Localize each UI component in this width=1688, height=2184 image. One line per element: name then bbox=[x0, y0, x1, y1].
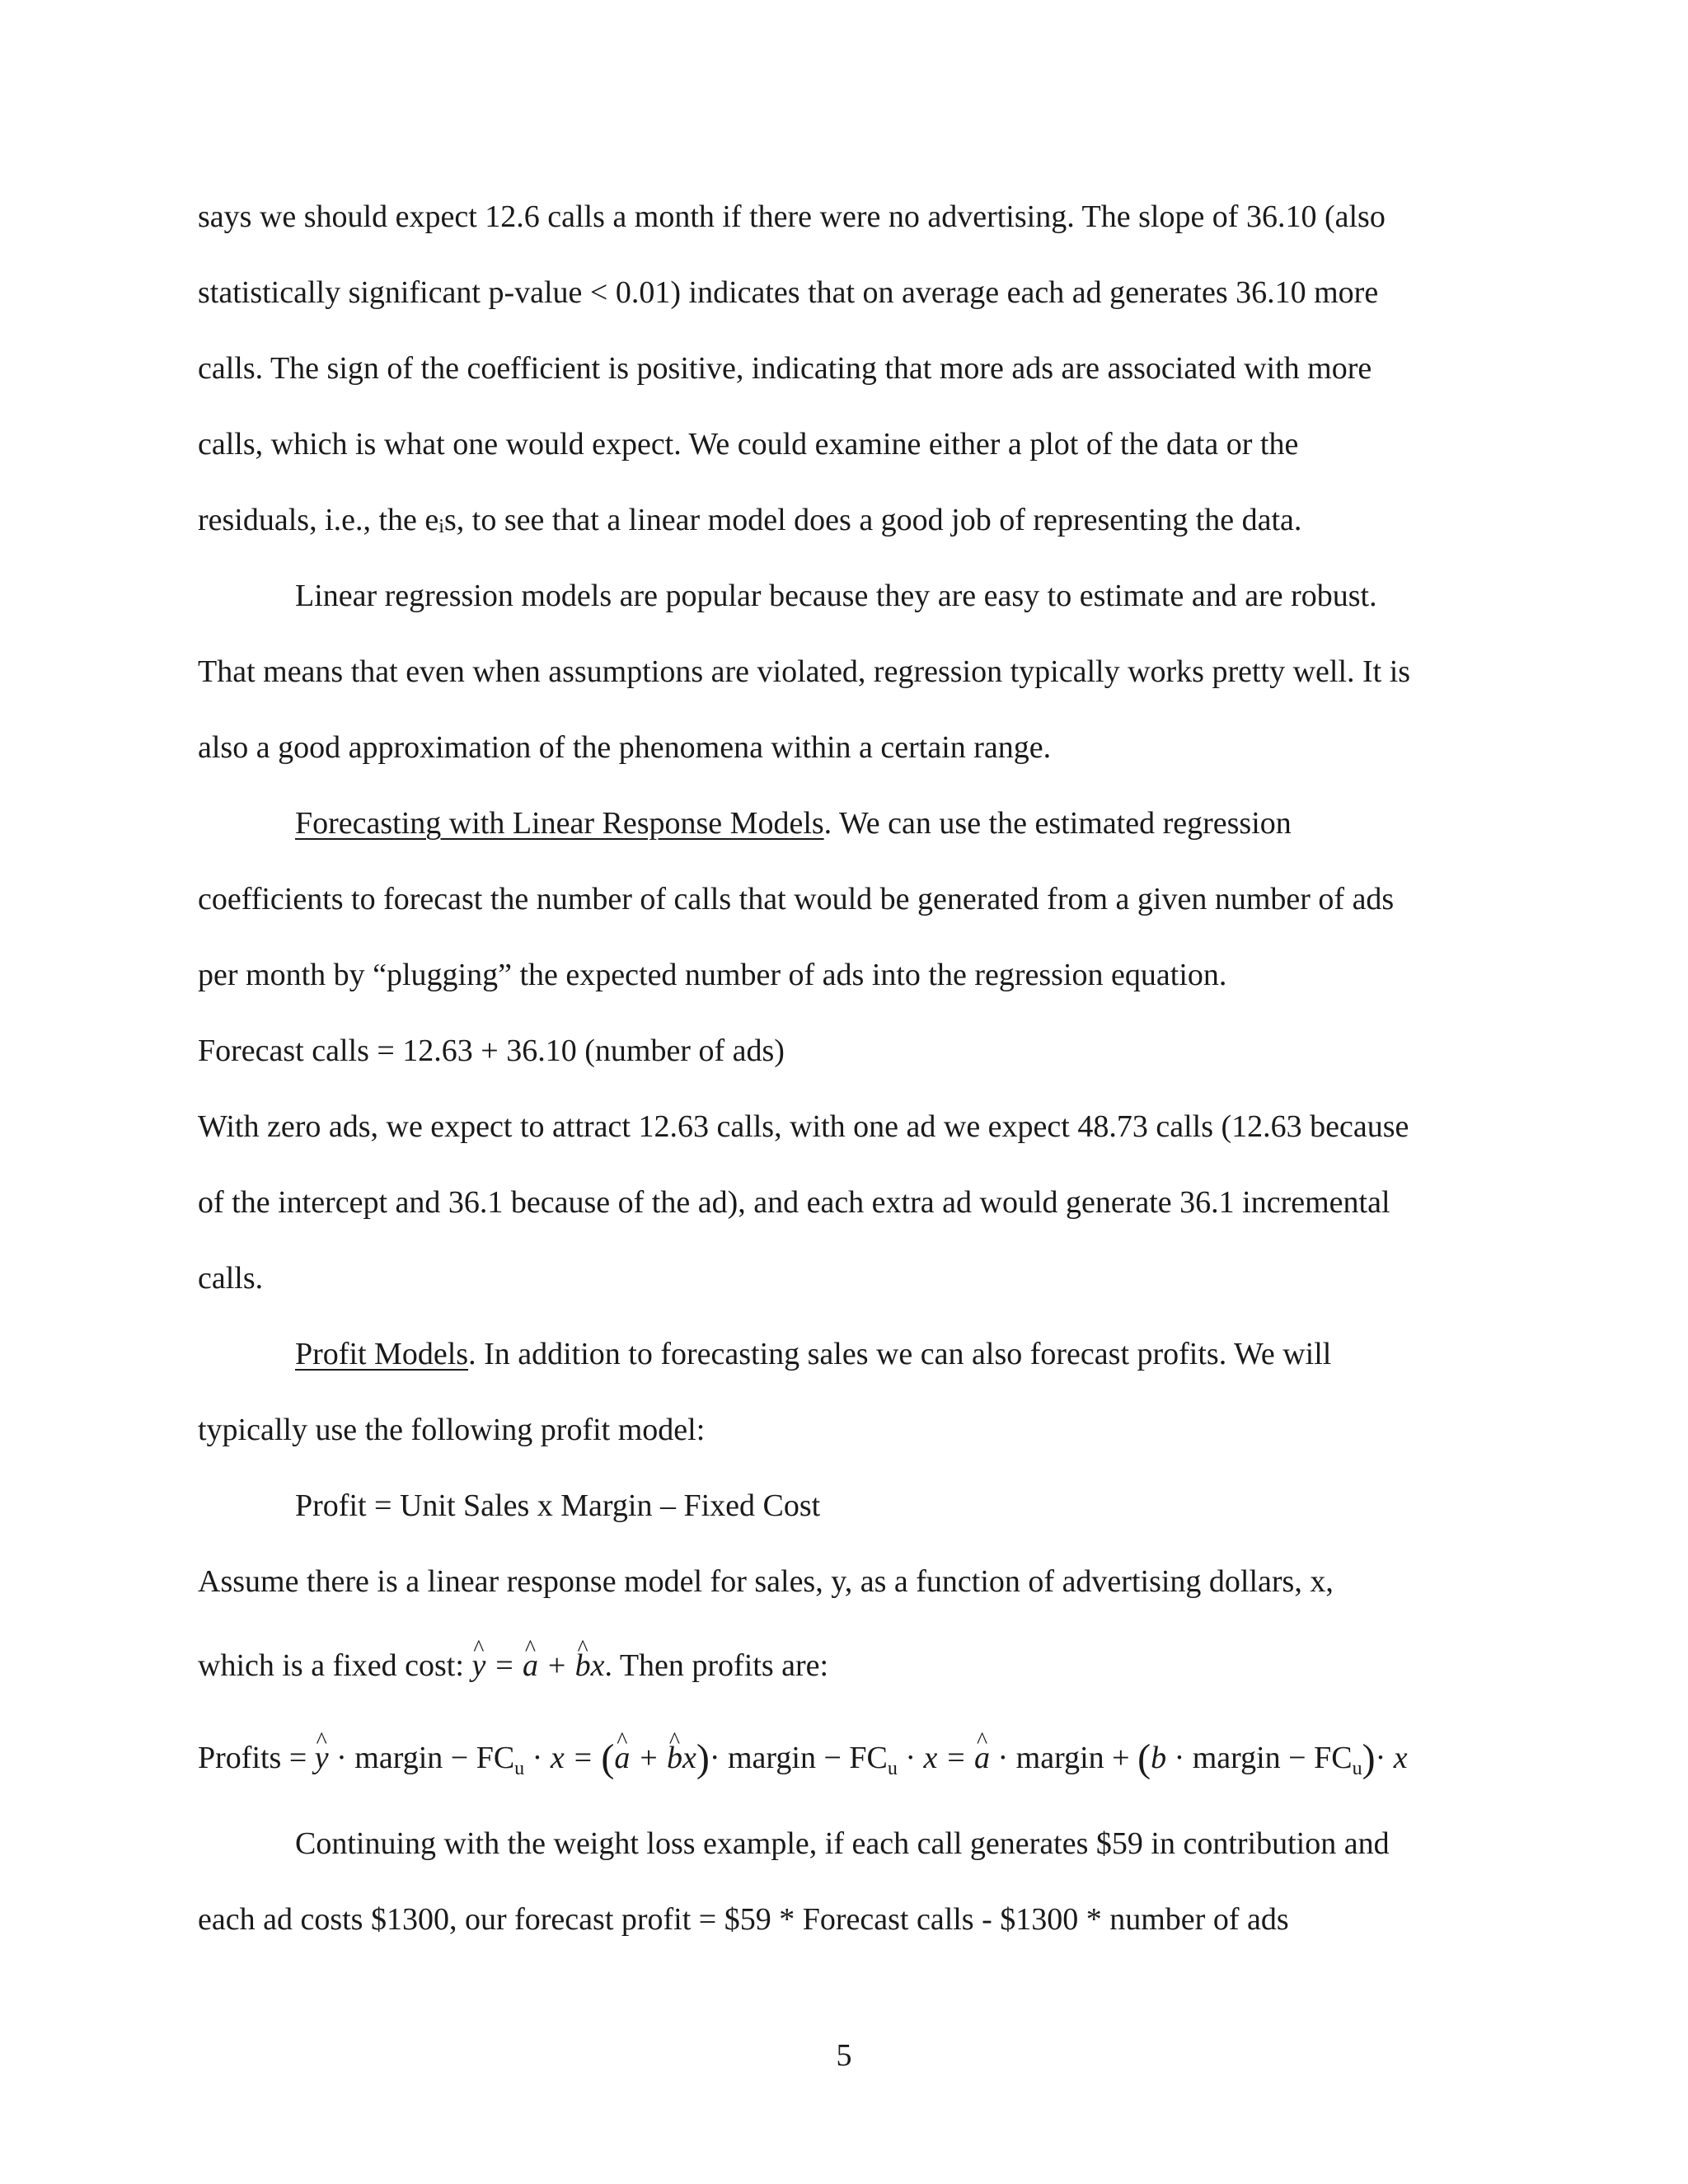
text-line bbox=[295, 1335, 1331, 1373]
text-line bbox=[198, 501, 1301, 546]
section-heading-profit-models: Profit Models bbox=[295, 1337, 469, 1371]
text-line: Assume there is a linear response model for sales, y, as a function of advertising dollars, x, bbox=[198, 1564, 1334, 1599]
regression-formula: ^ y = ^ a + ^ bx bbox=[471, 1648, 604, 1683]
profits-equation-line bbox=[198, 1736, 1408, 1788]
text-line bbox=[198, 1647, 828, 1685]
text-line: per month by “plugging” the expected number of ads into the regression equation. bbox=[198, 958, 1227, 992]
profits-formula: ^ y · margin − $FC_u \cdot x$ = (^ a + ^ bx)· margin − $FC_u \cdot x$ = ^ a · margin + (b · margin − $FC_u)\cdot x$ bbox=[315, 1741, 1408, 1775]
text-span: . We can use the estimated regression bbox=[823, 806, 1292, 841]
section-heading-forecasting: Forecasting with Linear Response Models bbox=[295, 806, 824, 841]
text-line: calls. bbox=[198, 1261, 264, 1296]
text-line: typically use the following profit model: bbox=[198, 1413, 706, 1447]
page-number: 5 bbox=[836, 2038, 852, 2073]
text-span: which is a fixed cost: bbox=[198, 1648, 472, 1683]
text-line: calls, which is what one would expect. We could examine either a plot of the data or the bbox=[198, 427, 1299, 462]
text-line: Continuing with the weight loss example, if each call generates $59 in contribution and bbox=[295, 1826, 1390, 1861]
text-line: also a good approximation of the phenomena within a certain range. bbox=[198, 730, 1052, 765]
subscript-i: i bbox=[438, 516, 444, 537]
profits-label: Profits = bbox=[198, 1741, 315, 1775]
text-line: each ad costs $1300, our forecast profit = $59 * Forecast calls - $1300 * number of ads bbox=[198, 1902, 1289, 1937]
text-line: Linear regression models are popular because they are easy to estimate and are robust. bbox=[295, 579, 1377, 613]
text-span: . Then profits are: bbox=[604, 1648, 829, 1683]
text-line bbox=[295, 804, 1292, 842]
text-span: . In addition to forecasting sales we can also forecast profits. We will bbox=[468, 1337, 1332, 1371]
text-line: calls. The sign of the coefficient is positive, indicating that more ads are associated with more bbox=[198, 351, 1372, 386]
text-line: statistically significant p-value < 0.01) indicates that on average each ad generates 36.10 more bbox=[198, 275, 1379, 310]
text-line: coefficients to forecast the number of calls that would be generated from a given number of ads bbox=[198, 882, 1395, 916]
profit-model-equation: Profit = Unit Sales x Margin – Fixed Cost bbox=[295, 1488, 821, 1523]
text-line: With zero ads, we expect to attract 12.63 calls, with one ad we expect 48.73 calls (12.63 because bbox=[198, 1109, 1409, 1144]
text-line: of the intercept and 36.1 because of the ad), and each extra ad would generate 36.1 incremental bbox=[198, 1185, 1390, 1220]
forecast-equation: Forecast calls = 12.63 + 36.10 (number of ads) bbox=[198, 1033, 785, 1068]
text-line: That means that even when assumptions are violated, regression typically works pretty well. It is bbox=[198, 654, 1411, 689]
text-line: says we should expect 12.6 calls a month if there were no advertising. The slope of 36.10 (also bbox=[198, 199, 1386, 234]
text-span: residuals, i.e., the e bbox=[198, 503, 439, 537]
text-span: s, to see that a linear model does a good job of representing the data. bbox=[443, 503, 1302, 537]
